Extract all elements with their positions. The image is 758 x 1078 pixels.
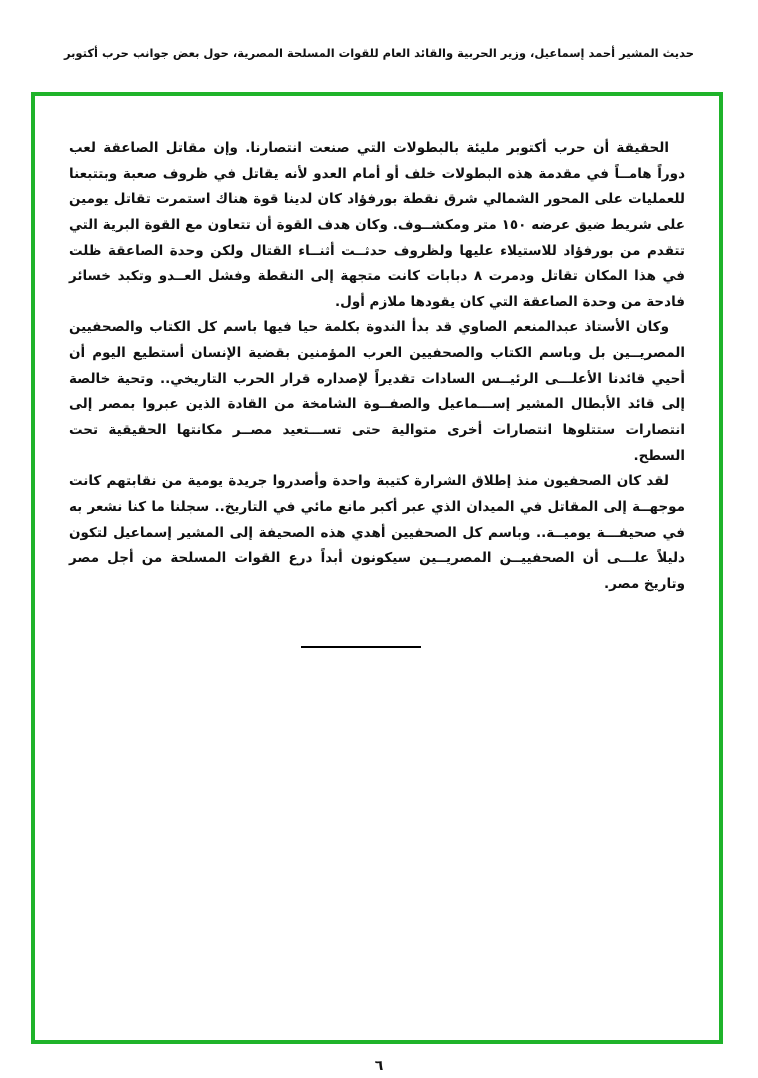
document-frame [31,92,723,1044]
paragraph-2: وكان الأستاذ عبدالمنعم الصاوي قد بدأ الندوة بكلمة حيا فيها باسم كل الكتاب والصحفيين المصريــين بل وباسم الكتاب والصحفيين العرب المؤمنين بقضية الإنسان أستطيع اليوم أن أحيي قائدنا الأعلـــى الرئيــس السادات تقديراً لإصداره قرار الحرب التاريخي.. وتحية خالصة إلى قائد الأبطال المشير إســـماعيل والصفــوة الشامخة من القادة الذين عبروا بمصر إلى انتصارات ستتلوها انتصارات أخرى متوالية حتى تســـتعيد مصــر مكانتها الحقيقية تحت السطح. [69,319,685,464]
document-header-title: حديث المشير أحمد إسماعيل، وزير الحربية والقائد العام للقوات المسلحة المصرية، حول بعض جوانب حرب أكتوبر [63,46,695,60]
paragraph-3: لقد كان الصحفيون منذ إطلاق الشرارة كتيبة واحدة وأصدروا جريدة يومية من نقابتهم كانت موجهــة إلى المقاتل في الميدان الذي عبر أكبر مانع مائي في التاريخ.. سجلنا ما كنا نشعر به في صحيفـــة يوميــة.. وباسم كل الصحفيين أهدي هذه الصحيفة إلى المشير إسماعيل لتكون دليلاً علـــى أن الصحفييــن المصريــين سيكونون أبداً درع القوات المسلحة من أجل مصر وتاريخ مصر. [69,473,685,592]
page-number: ٦ [374,1058,384,1074]
paragraph-1: الحقيقة أن حرب أكتوبر مليئة بالبطولات التي صنعت انتصارنا. وإن مقاتل الصاعقة لعب دوراً هامــاً في مقدمة هذه البطولات خلف أو أمام العدو لأنه يقاتل في ظروف صعبة وبتتبعنا للعمليات على المحور الشمالي شرق نقطة بورفؤاد كان لدينا قوة هناك استمرت تقاتل يومين على شريط ضيق عرضه ١٥٠ متر ومكشــوف. وكان هدف القوة أن تتعاون مع القوة البرية التي تتقدم من بورفؤاد للاستيلاء عليها ولظروف حدثــت أثنــاء القتال ولكن وحدة الصاعقة ظلت في هذا المكان تقاتل ودمرت ٨ دبابات كانت متجهة إلى النقطة وفشل العــدو وتكبد خسائر فادحة من وحدة الصاعقة التي كان يقودها ملازم أول. [69,140,685,310]
document-body-text [69,136,685,648]
section-divider-line [301,646,421,648]
